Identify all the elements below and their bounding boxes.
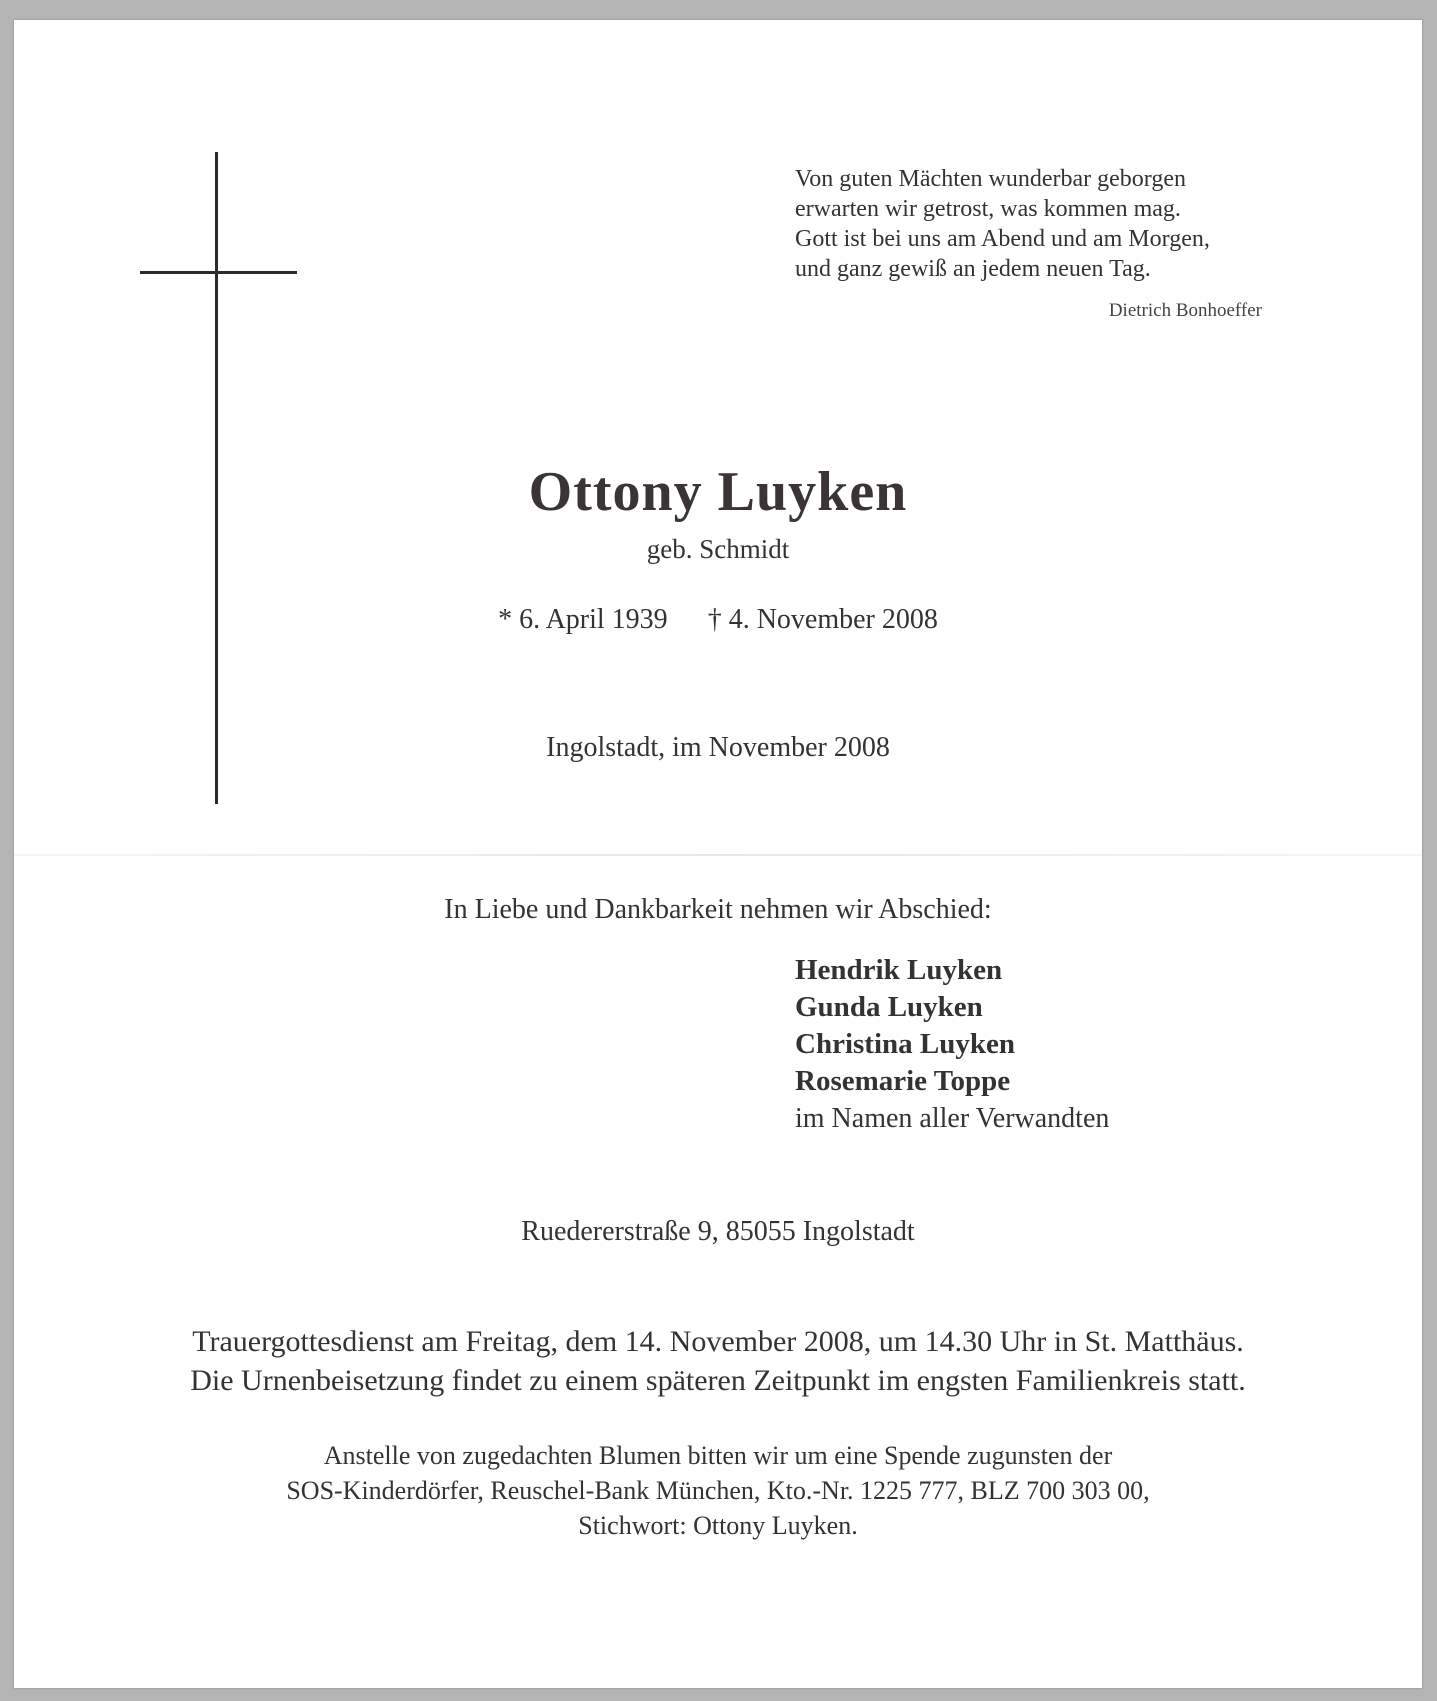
bonhoeffer-quote (795, 164, 1210, 284)
donation-info (14, 1438, 1422, 1543)
service-line: Trauergottesdienst am Freitag, dem 14. November 2008, um 14.30 Uhr in St. Matthäus. (192, 1325, 1244, 1358)
obituary-card (14, 20, 1422, 1688)
fold-crease (14, 854, 1422, 856)
donation-line: Anstelle von zugedachten Blumen bitten wir um eine Spende zugunsten der (323, 1441, 1113, 1470)
service-info (14, 1322, 1422, 1400)
service-line: Die Urnenbeisetzung findet zu einem späteren Zeitpunkt im engsten Familienkreis statt. (190, 1364, 1246, 1397)
mourner-name: Christina Luyken (795, 1028, 1015, 1060)
mourners-list (795, 952, 1109, 1137)
deceased-name: Ottony Luyken (528, 461, 908, 523)
place-and-date: Ingolstadt, im November 2008 (546, 732, 890, 763)
quote-line: Gott ist bei uns am Abend und am Morgen, (795, 226, 1210, 252)
life-dates (14, 604, 1422, 636)
birth-date: * 6. April 1939 (498, 604, 668, 635)
mourner-name: Hendrik Luyken (795, 954, 1003, 986)
quote-line: Von guten Mächten wunderbar geborgen (795, 166, 1187, 192)
quote-author: Dietrich Bonhoeffer (1108, 300, 1262, 321)
mourner-name: Rosemarie Toppe (795, 1065, 1011, 1097)
mourner-name: Gunda Luyken (795, 991, 983, 1023)
cross-icon-beam (140, 271, 297, 274)
death-date: † 4. November 2008 (707, 604, 938, 635)
maiden-name: geb. Schmidt (646, 534, 790, 564)
donation-line: SOS-Kinderdörfer, Reuschel-Bank München, Kto.-Nr. 1225 777, BLZ 700 303 00, (286, 1476, 1150, 1505)
donation-line: Stichwort: Ottony Luyken. (578, 1511, 858, 1540)
mourners-note: im Namen aller Verwandten (795, 1103, 1110, 1134)
family-address: Ruedererstraße 9, 85055 Ingolstadt (521, 1216, 915, 1247)
quote-line: und ganz gewiß an jedem neuen Tag. (795, 256, 1151, 282)
farewell-line: In Liebe und Dankbarkeit nehmen wir Abschied: (444, 894, 992, 925)
quote-line: erwarten wir getrost, was kommen mag. (795, 196, 1181, 222)
